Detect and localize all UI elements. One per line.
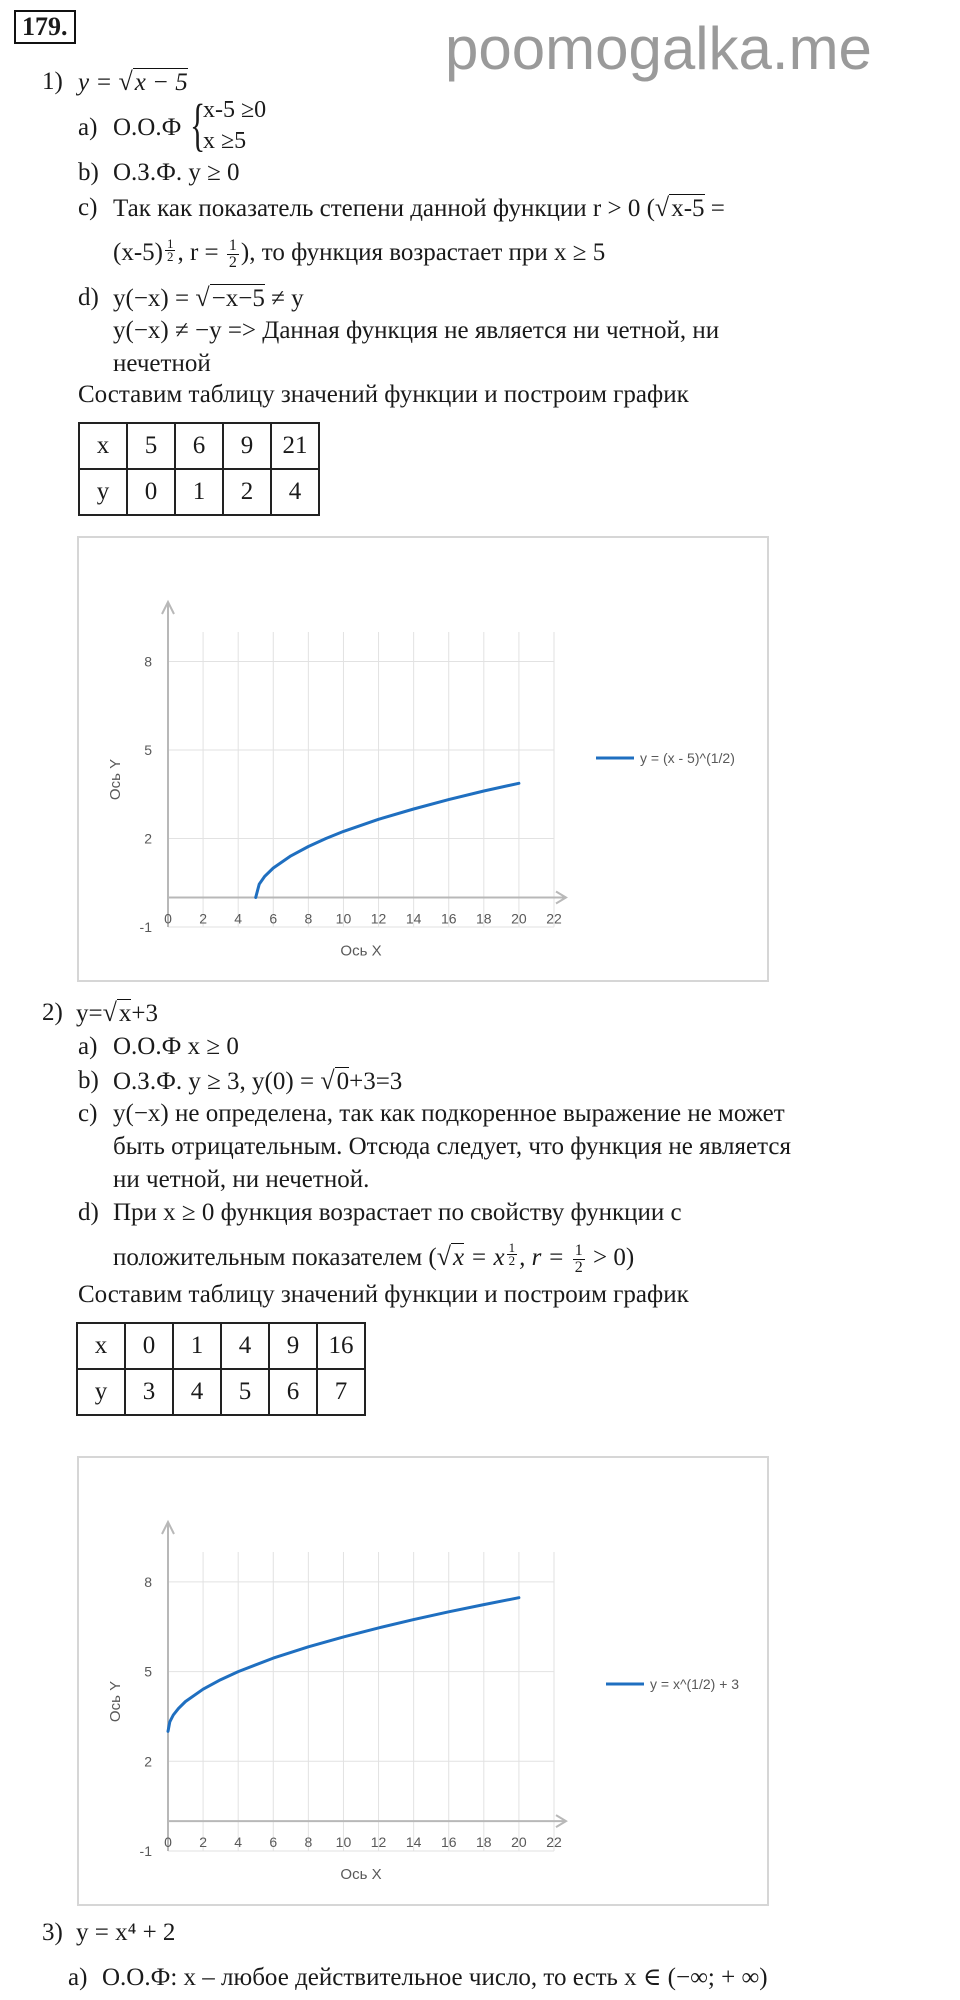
chart2-x-tick-label: 20 (511, 1834, 527, 1851)
part1-formula (78, 67, 188, 98)
chart1-x-tick-label: 10 (335, 910, 352, 927)
table-cell: 4 (271, 469, 319, 515)
part1-c-tail: ), то функция возрастает при x ≥ 5 (240, 239, 606, 267)
chart1-y-tick-label: 8 (144, 653, 152, 670)
chart2-x-tick-label: 8 (304, 1834, 313, 1851)
chart2-y-tick-label: 5 (144, 1663, 152, 1680)
part2-d-r-fraction (573, 1243, 585, 1276)
chart2-x-tick-label: 12 (370, 1834, 387, 1851)
table-header-y: y (77, 1369, 125, 1415)
table-header-x: x (79, 423, 127, 469)
table-cell: 16 (317, 1323, 365, 1369)
part1-c-r: , r = (177, 239, 219, 267)
r-denominator: 2 (574, 1258, 583, 1276)
table-cell: 0 (127, 469, 175, 515)
part2-c-line3: ни четной, ни нечетной. (113, 1166, 370, 1193)
table-cell: 1 (173, 1323, 221, 1369)
part2-formula-right: +3 (131, 1000, 158, 1027)
chart2-legend-label: y = x^(1/2) + 3 (650, 1676, 740, 1692)
table-cell: 9 (223, 423, 271, 469)
part3-a-label: a) (68, 1964, 88, 1991)
part2-c-label: c) (78, 1100, 98, 1127)
table-header-y: y (79, 469, 127, 515)
part1-c-r-fraction (227, 238, 239, 271)
part2-a-text: О.О.Ф x ≥ 0 (113, 1033, 239, 1060)
part2-formula-radicand: x (118, 1000, 132, 1027)
part1-c-eq: = (704, 195, 725, 222)
exp-numerator: 1 (166, 236, 174, 251)
chart2-x-tick-label: 10 (335, 1834, 352, 1851)
chart1-x-tick-label: 12 (370, 910, 387, 927)
part3-a-text: О.О.Ф: x – любое действительное число, то есть x ∈ (−∞; + ∞) (102, 1964, 768, 1991)
part1-d-label: d) (78, 284, 99, 311)
table-cell: 2 (223, 469, 271, 515)
chart2-x-tick-label: 18 (476, 1834, 492, 1851)
chart1-x-axis-title: Ось X (340, 942, 382, 960)
part1-c-radicand: x-5 (671, 195, 705, 222)
chart2-x-tick-label: 22 (546, 1834, 562, 1851)
part2-d-tail: > 0) (586, 1244, 635, 1271)
table-cell: 3 (125, 1369, 173, 1415)
part1-formula-radicand: x − 5 (134, 69, 188, 96)
chart1-y-tick-label: 5 (144, 742, 152, 758)
system-brace-icon: { (190, 92, 206, 157)
chart1-x-tick-label: 20 (511, 910, 527, 927)
table-row (77, 1323, 365, 1369)
part1-d-line2: y(−x) ≠ −y => Данная функция не является ни четной, ни (113, 317, 720, 344)
chart1-series-line (256, 783, 519, 897)
exp-numerator: 1 (508, 1240, 516, 1255)
chart2-x-tick-label: 4 (234, 1834, 243, 1851)
table-cell: 0 (125, 1323, 173, 1369)
chart1-x-tick-label: 14 (405, 910, 422, 927)
part3-number: 3) (42, 1919, 63, 1946)
part2-a-label: a) (78, 1033, 98, 1060)
chart2-x-tick-label: 2 (199, 1834, 207, 1851)
part2-table-caption: Составим таблицу значений функции и построим график (78, 1281, 689, 1308)
chart2-frame (77, 1456, 769, 1906)
chart1-y-axis-title: Ось Y (107, 758, 124, 801)
part1-a-system-line1: x-5 ≥0 (203, 97, 267, 123)
part1-formula-left: y = (78, 69, 113, 96)
table-cell: 9 (269, 1323, 317, 1369)
part1-b-text: О.З.Ф. y ≥ 0 (113, 159, 240, 186)
chart1-frame (77, 536, 769, 982)
table-cell: 5 (221, 1369, 269, 1415)
table-cell: 1 (175, 469, 223, 515)
part2-formula (76, 998, 158, 1029)
part2-d-radicand: x (453, 1244, 465, 1271)
chart1-x-tick-label: 8 (304, 910, 313, 927)
part1-b-label: b) (78, 159, 99, 186)
part1-a-label: a) (78, 114, 98, 141)
exp-denominator: 2 (166, 249, 174, 264)
part2-d-exponent (507, 1242, 518, 1267)
table-cell: 4 (221, 1323, 269, 1369)
chart2-x-tick-label: 0 (164, 1834, 172, 1851)
table-cell: 6 (175, 423, 223, 469)
sqrt-sign-icon: √ (195, 283, 210, 312)
part2-c-line1: y(−x) не определена, так как подкоренное выражение не может (113, 1100, 785, 1127)
part2-number: 2) (42, 999, 63, 1026)
table-row (77, 1369, 365, 1415)
sqrt-sign-icon: √ (102, 998, 117, 1027)
part1-d-line1 (113, 283, 304, 314)
part1-number: 1) (42, 68, 63, 95)
part2-c-line2: быть отрицательным. Отсюда следует, что функция не является (113, 1133, 791, 1160)
part3-formula: y = x⁴ + 2 (76, 1919, 176, 1946)
chart1-legend-label: y = (x - 5)^(1/2) (640, 750, 735, 766)
part2-b-text (113, 1066, 402, 1097)
chart2-y-tick-label: -1 (139, 1843, 152, 1859)
table-row (79, 423, 319, 469)
part1-c-base: (x-5) (113, 239, 163, 267)
exp-denominator: 2 (508, 1253, 516, 1268)
part1-c-line2 (113, 238, 605, 271)
part1-c-label: c) (78, 194, 98, 221)
watermark: poomogalka.me (445, 15, 872, 82)
part2-values-table (76, 1322, 366, 1416)
chart1-x-tick-label: 22 (546, 910, 562, 927)
part2-d-line2 (113, 1242, 634, 1276)
part2-b-label: b) (78, 1067, 99, 1094)
table-cell: 4 (173, 1369, 221, 1415)
sqrt-sign-icon: √ (654, 193, 670, 222)
part1-d-radicand: −x−5 (211, 285, 265, 312)
part1-c-exponent (165, 238, 176, 263)
chart2-y-tick-label: 8 (144, 1573, 152, 1590)
table-cell: 5 (127, 423, 175, 469)
chart1-x-tick-label: 4 (234, 910, 243, 927)
part2-d-r: , r = (519, 1244, 565, 1271)
part1-a-system-line2: x ≥5 (203, 128, 247, 154)
part1-d-line3: нечетной (113, 350, 211, 377)
part2-formula-left: y= (76, 1000, 103, 1027)
chart1-x-tick-label: 0 (164, 910, 172, 927)
r-numerator: 1 (228, 237, 237, 254)
r-denominator: 2 (228, 254, 237, 271)
table-cell: 6 (269, 1369, 317, 1415)
part2-b-radicand: 0 (336, 1068, 350, 1095)
sqrt-sign-icon: √ (320, 1066, 335, 1095)
chart2 (79, 1458, 767, 1904)
chart1 (79, 538, 767, 980)
problem-number: 179. (14, 10, 76, 44)
sqrt-sign-icon: √ (118, 67, 133, 96)
chart1-x-tick-label: 16 (440, 910, 457, 927)
chart2-x-tick-label: 14 (405, 1834, 422, 1851)
sqrt-sign-icon: √ (436, 1242, 452, 1271)
part1-a-text: О.О.Ф (113, 114, 182, 141)
chart2-x-tick-label: 16 (440, 1834, 457, 1851)
part2-d-line1: При x ≥ 0 функция возрастает по свойству функции с (113, 1199, 682, 1226)
part1-c-text1: Так как показатель степени данной функции r > 0 ( (113, 195, 655, 222)
chart2-x-axis-title: Ось X (340, 1866, 382, 1884)
part2-d-text: положительным показателем ( (113, 1244, 437, 1271)
chart1-y-tick-label: 2 (144, 830, 152, 847)
table-cell: 21 (271, 423, 319, 469)
table-header-x: x (77, 1323, 125, 1369)
part2-d-label: d) (78, 1199, 99, 1226)
chart1-x-tick-label: 6 (269, 910, 278, 927)
part2-b-text2: +3=3 (349, 1068, 403, 1095)
chart2-y-tick-label: 2 (144, 1753, 152, 1770)
part1-values-table (78, 422, 320, 516)
part1-d-right: ≠ y (264, 285, 304, 312)
part2-b-text1: О.З.Ф. y ≥ 3, y(0) = (113, 1068, 315, 1095)
table-cell: 7 (317, 1369, 365, 1415)
part2-d-eq: = x (464, 1244, 505, 1271)
part1-c-line1 (113, 193, 725, 224)
part1-table-caption: Составим таблицу значений функции и построим график (78, 381, 689, 408)
part1-d-left: y(−x) = (113, 285, 190, 312)
chart2-x-tick-label: 6 (269, 1834, 278, 1851)
table-row (79, 469, 319, 515)
chart1-x-tick-label: 2 (199, 910, 207, 927)
chart2-y-axis-title: Ось Y (107, 1680, 124, 1723)
chart1-x-tick-label: 18 (476, 910, 492, 927)
r-numerator: 1 (574, 1241, 583, 1259)
chart1-y-tick-label: -1 (139, 919, 152, 935)
